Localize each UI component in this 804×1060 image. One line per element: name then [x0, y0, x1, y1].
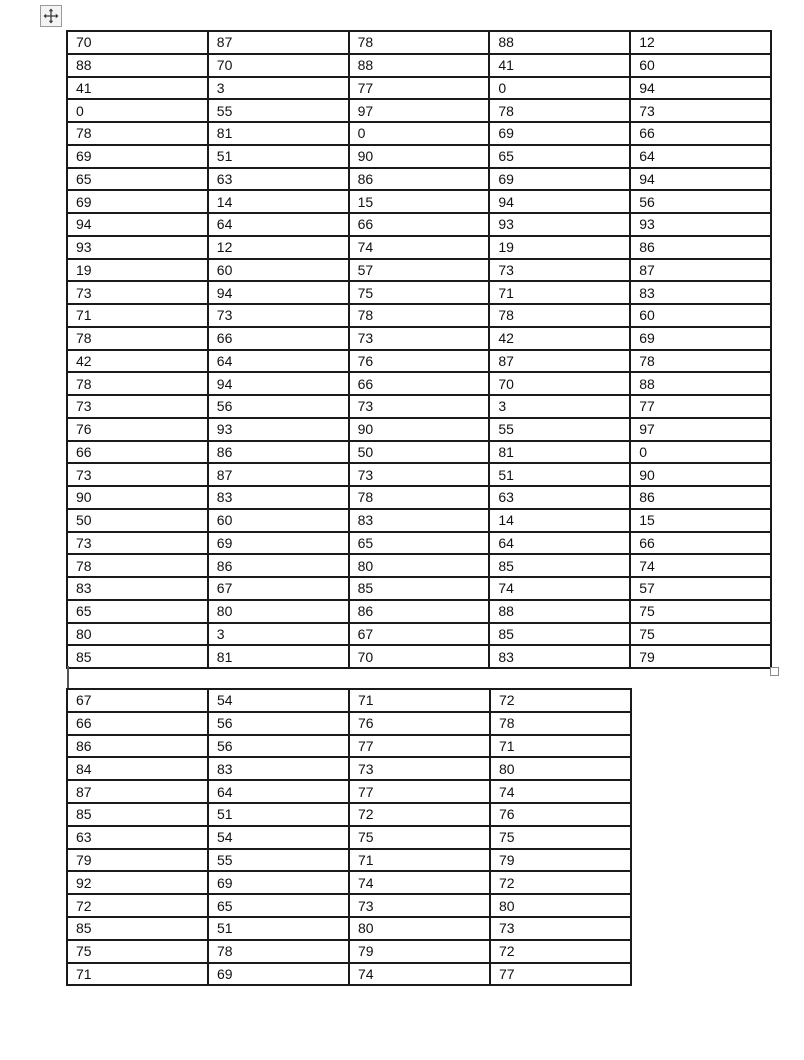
table-cell[interactable]: 64 [208, 213, 349, 236]
table-cell[interactable]: 64 [489, 532, 630, 555]
table-cell[interactable]: 71 [490, 735, 631, 758]
table-row [67, 122, 771, 145]
table-row [67, 803, 631, 826]
table-cell[interactable]: 69 [489, 168, 630, 191]
table-cell[interactable]: 75 [630, 623, 771, 646]
table-row [67, 577, 771, 600]
table-resize-handle[interactable] [770, 667, 779, 676]
table-cell[interactable]: 60 [630, 54, 771, 77]
table-row [67, 554, 771, 577]
table-cell[interactable]: 3 [208, 77, 349, 100]
table-cell[interactable]: 73 [349, 463, 490, 486]
table-cell[interactable]: 64 [208, 780, 349, 803]
table-cell[interactable]: 88 [489, 31, 630, 54]
table-cell[interactable]: 87 [208, 463, 349, 486]
table-cell[interactable]: 15 [349, 190, 490, 213]
table-cell[interactable]: 78 [489, 99, 630, 122]
table-cell[interactable]: 76 [67, 418, 208, 441]
data-table-1 [66, 30, 772, 669]
table-cell[interactable]: 71 [67, 304, 208, 327]
table-row [67, 99, 771, 122]
table-cell[interactable]: 78 [489, 304, 630, 327]
table-cell[interactable]: 79 [67, 849, 208, 872]
table-cell[interactable]: 73 [349, 757, 490, 780]
table-row [67, 327, 771, 350]
table-cell[interactable]: 64 [630, 145, 771, 168]
table-row [67, 780, 631, 803]
table-cell[interactable]: 93 [208, 418, 349, 441]
table-cell[interactable]: 94 [208, 372, 349, 395]
table-row [67, 894, 631, 917]
table-cell[interactable]: 60 [208, 259, 349, 282]
table-cell[interactable]: 66 [67, 441, 208, 464]
table-cell[interactable]: 69 [208, 532, 349, 555]
table-cell[interactable]: 87 [208, 31, 349, 54]
table-cell[interactable]: 88 [349, 54, 490, 77]
table-cell[interactable]: 79 [349, 940, 490, 963]
table-cell[interactable]: 78 [490, 712, 631, 735]
table-cell[interactable]: 42 [67, 350, 208, 373]
table-row [67, 871, 631, 894]
table-cell[interactable]: 80 [208, 600, 349, 623]
table-cell[interactable]: 14 [489, 509, 630, 532]
table-row [67, 623, 771, 646]
table-cell[interactable]: 97 [630, 418, 771, 441]
table-cell[interactable]: 80 [67, 623, 208, 646]
table-row [67, 712, 631, 735]
table-row [67, 463, 771, 486]
table-cell[interactable]: 70 [67, 31, 208, 54]
table-cell[interactable]: 77 [349, 735, 490, 758]
table-row [67, 350, 771, 373]
table-cell[interactable]: 90 [349, 418, 490, 441]
table-cell[interactable]: 64 [208, 350, 349, 373]
table-cell[interactable]: 83 [349, 509, 490, 532]
table-cell[interactable]: 78 [67, 372, 208, 395]
table-cell[interactable]: 54 [208, 689, 349, 712]
table-cell[interactable]: 50 [67, 509, 208, 532]
data-table-2 [66, 688, 632, 986]
table-cell[interactable]: 78 [67, 122, 208, 145]
table-cell[interactable]: 74 [349, 963, 490, 986]
table-cell[interactable]: 14 [208, 190, 349, 213]
table-row [67, 441, 771, 464]
table-row [67, 826, 631, 849]
table-row [67, 486, 771, 509]
table-cell[interactable]: 87 [67, 780, 208, 803]
table-cell[interactable]: 66 [208, 327, 349, 350]
table-cell[interactable]: 71 [489, 281, 630, 304]
table-cell[interactable]: 86 [67, 735, 208, 758]
table-cell[interactable]: 51 [208, 803, 349, 826]
table-cell[interactable]: 80 [349, 554, 490, 577]
table-row [67, 509, 771, 532]
table-cell[interactable]: 71 [349, 689, 490, 712]
table-cell[interactable]: 86 [349, 600, 490, 623]
table-row [67, 395, 771, 418]
table-cell[interactable]: 56 [630, 190, 771, 213]
table-cell[interactable]: 75 [630, 600, 771, 623]
table-cell[interactable]: 93 [67, 236, 208, 259]
table-cell[interactable]: 51 [489, 463, 630, 486]
table-cell[interactable]: 81 [208, 645, 349, 668]
table-cell[interactable]: 42 [489, 327, 630, 350]
table-row [67, 600, 771, 623]
table-cell[interactable]: 69 [208, 963, 349, 986]
table-cell[interactable]: 70 [208, 54, 349, 77]
table-cell[interactable]: 69 [67, 190, 208, 213]
table-cell[interactable]: 76 [349, 350, 490, 373]
table-cell[interactable]: 72 [349, 803, 490, 826]
table-cell[interactable]: 75 [67, 940, 208, 963]
table-row [67, 31, 771, 54]
table-cell[interactable]: 80 [490, 757, 631, 780]
table-cell[interactable]: 71 [67, 963, 208, 986]
table-cell[interactable]: 55 [208, 849, 349, 872]
table-cell[interactable]: 69 [67, 145, 208, 168]
table-row [67, 963, 631, 986]
table-cell[interactable]: 90 [630, 463, 771, 486]
table-cell[interactable]: 63 [489, 486, 630, 509]
table-cell[interactable]: 74 [490, 780, 631, 803]
table-cell[interactable]: 70 [349, 645, 490, 668]
table-cell[interactable]: 86 [208, 554, 349, 577]
table-row [67, 735, 631, 758]
table-row [67, 145, 771, 168]
table-cell[interactable]: 12 [630, 31, 771, 54]
table-cell[interactable]: 66 [67, 712, 208, 735]
table-row [67, 190, 771, 213]
table-cell[interactable]: 88 [67, 54, 208, 77]
table-cell[interactable]: 73 [489, 259, 630, 282]
table-row [67, 757, 631, 780]
table-cell[interactable]: 97 [349, 99, 490, 122]
table-cell[interactable]: 73 [67, 532, 208, 555]
table-cell[interactable]: 0 [630, 441, 771, 464]
table-row [67, 532, 771, 555]
table-cell[interactable]: 74 [630, 554, 771, 577]
table-cell[interactable]: 65 [208, 894, 349, 917]
table-row [67, 281, 771, 304]
table-cell[interactable]: 87 [630, 259, 771, 282]
table-cell[interactable]: 81 [489, 441, 630, 464]
table-cell[interactable]: 86 [208, 441, 349, 464]
table-cell[interactable]: 74 [489, 577, 630, 600]
text-cursor-paragraph[interactable] [67, 666, 69, 688]
table-cell[interactable]: 67 [349, 623, 490, 646]
table-cell[interactable]: 73 [67, 281, 208, 304]
table-cell[interactable]: 56 [208, 712, 349, 735]
table-cell[interactable]: 76 [490, 803, 631, 826]
table-row [67, 213, 771, 236]
table-cell[interactable]: 51 [208, 145, 349, 168]
table-cell[interactable]: 19 [489, 236, 630, 259]
table-cell[interactable]: 0 [349, 122, 490, 145]
table-cell[interactable]: 66 [349, 213, 490, 236]
table-cell[interactable]: 85 [67, 803, 208, 826]
table-cell[interactable]: 60 [630, 304, 771, 327]
table-cell[interactable]: 77 [349, 780, 490, 803]
table-cell[interactable]: 90 [67, 486, 208, 509]
table-cell[interactable]: 65 [67, 600, 208, 623]
table-cell[interactable]: 51 [208, 917, 349, 940]
table-cell[interactable]: 71 [349, 849, 490, 872]
table-cell[interactable]: 72 [490, 871, 631, 894]
table-row [67, 418, 771, 441]
table-cell[interactable]: 79 [490, 849, 631, 872]
table-cell[interactable]: 66 [349, 372, 490, 395]
table-cell[interactable]: 79 [630, 645, 771, 668]
table-cell[interactable]: 3 [489, 395, 630, 418]
table-cell[interactable]: 85 [349, 577, 490, 600]
table-row [67, 236, 771, 259]
table-cell[interactable]: 54 [208, 826, 349, 849]
table-row [67, 940, 631, 963]
table-cell[interactable]: 78 [349, 486, 490, 509]
table-cell[interactable]: 94 [489, 190, 630, 213]
table-cell[interactable]: 83 [208, 757, 349, 780]
table-row [67, 259, 771, 282]
table-cell[interactable]: 80 [349, 917, 490, 940]
table-cell[interactable]: 69 [208, 871, 349, 894]
table-cell[interactable]: 74 [349, 871, 490, 894]
table-row [67, 372, 771, 395]
table-cell[interactable]: 15 [630, 509, 771, 532]
table-cell[interactable]: 75 [490, 826, 631, 849]
table-cell[interactable]: 57 [349, 259, 490, 282]
table-cell[interactable]: 78 [349, 31, 490, 54]
table-row [67, 54, 771, 77]
table-row [67, 689, 631, 712]
table-move-icon[interactable] [40, 5, 62, 27]
table-cell[interactable]: 86 [630, 486, 771, 509]
table-cell[interactable]: 63 [67, 826, 208, 849]
table-cell[interactable]: 94 [630, 168, 771, 191]
table-cell[interactable]: 73 [349, 894, 490, 917]
table-cell[interactable]: 3 [208, 623, 349, 646]
table-cell[interactable]: 72 [490, 689, 631, 712]
table-cell[interactable]: 67 [67, 689, 208, 712]
table-cell[interactable]: 60 [208, 509, 349, 532]
table-cell[interactable]: 77 [349, 77, 490, 100]
table-cell[interactable]: 83 [67, 577, 208, 600]
table-cell[interactable]: 73 [349, 395, 490, 418]
table-row [67, 645, 771, 668]
table-cell[interactable]: 57 [630, 577, 771, 600]
table-row [67, 849, 631, 872]
table-cell[interactable]: 94 [208, 281, 349, 304]
table-row [67, 917, 631, 940]
table-row [67, 168, 771, 191]
table-cell[interactable]: 81 [208, 122, 349, 145]
table-cell[interactable]: 76 [349, 712, 490, 735]
table-row [67, 77, 771, 100]
table-cell[interactable]: 0 [67, 99, 208, 122]
table-cell[interactable]: 73 [349, 327, 490, 350]
table-cell[interactable]: 12 [208, 236, 349, 259]
table-cell[interactable]: 83 [489, 645, 630, 668]
table-cell[interactable]: 72 [67, 894, 208, 917]
table-cell[interactable]: 85 [67, 917, 208, 940]
table-cell[interactable]: 77 [490, 963, 631, 986]
table-cell[interactable]: 74 [349, 236, 490, 259]
table-cell[interactable]: 41 [489, 54, 630, 77]
table-cell[interactable]: 56 [208, 735, 349, 758]
table-cell[interactable]: 87 [489, 350, 630, 373]
table-cell[interactable]: 78 [349, 304, 490, 327]
table-cell[interactable]: 94 [630, 77, 771, 100]
table-cell[interactable]: 88 [489, 600, 630, 623]
table-cell[interactable]: 72 [490, 940, 631, 963]
table-cell[interactable]: 88 [630, 372, 771, 395]
table-cell[interactable]: 83 [208, 486, 349, 509]
table-cell[interactable]: 55 [208, 99, 349, 122]
table-cell[interactable]: 90 [349, 145, 490, 168]
table-cell[interactable]: 73 [208, 304, 349, 327]
table-cell[interactable]: 73 [630, 99, 771, 122]
table-cell[interactable]: 0 [489, 77, 630, 100]
table-cell[interactable]: 83 [630, 281, 771, 304]
table-cell[interactable]: 67 [208, 577, 349, 600]
table-cell[interactable]: 86 [349, 168, 490, 191]
table-cell[interactable]: 56 [208, 395, 349, 418]
table-cell[interactable]: 84 [67, 757, 208, 780]
table-cell[interactable]: 85 [489, 623, 630, 646]
table-cell[interactable]: 94 [67, 213, 208, 236]
table-cell[interactable]: 78 [67, 327, 208, 350]
table-cell[interactable]: 65 [489, 145, 630, 168]
table-cell[interactable]: 92 [67, 871, 208, 894]
table-cell[interactable]: 55 [489, 418, 630, 441]
table-cell[interactable]: 75 [349, 826, 490, 849]
table-cell[interactable]: 73 [490, 917, 631, 940]
table-cell[interactable]: 73 [67, 463, 208, 486]
table-cell[interactable]: 80 [490, 894, 631, 917]
table-cell[interactable]: 93 [630, 213, 771, 236]
table-cell[interactable]: 85 [489, 554, 630, 577]
table-cell[interactable]: 78 [67, 554, 208, 577]
table-cell[interactable]: 50 [349, 441, 490, 464]
table-cell[interactable]: 93 [489, 213, 630, 236]
table-cell[interactable]: 69 [489, 122, 630, 145]
table-cell[interactable]: 86 [630, 236, 771, 259]
table-cell[interactable]: 63 [208, 168, 349, 191]
table-cell[interactable]: 66 [630, 532, 771, 555]
table-cell[interactable]: 78 [630, 350, 771, 373]
table-cell[interactable]: 78 [208, 940, 349, 963]
table-cell[interactable]: 73 [67, 395, 208, 418]
table-cell[interactable]: 85 [67, 645, 208, 668]
table-cell[interactable]: 77 [630, 395, 771, 418]
table-cell[interactable]: 65 [67, 168, 208, 191]
table-cell[interactable]: 75 [349, 281, 490, 304]
table-cell[interactable]: 69 [630, 327, 771, 350]
table-cell[interactable]: 66 [630, 122, 771, 145]
table-cell[interactable]: 41 [67, 77, 208, 100]
table-cell[interactable]: 65 [349, 532, 490, 555]
table-cell[interactable]: 70 [489, 372, 630, 395]
table-row [67, 304, 771, 327]
table-cell[interactable]: 19 [67, 259, 208, 282]
